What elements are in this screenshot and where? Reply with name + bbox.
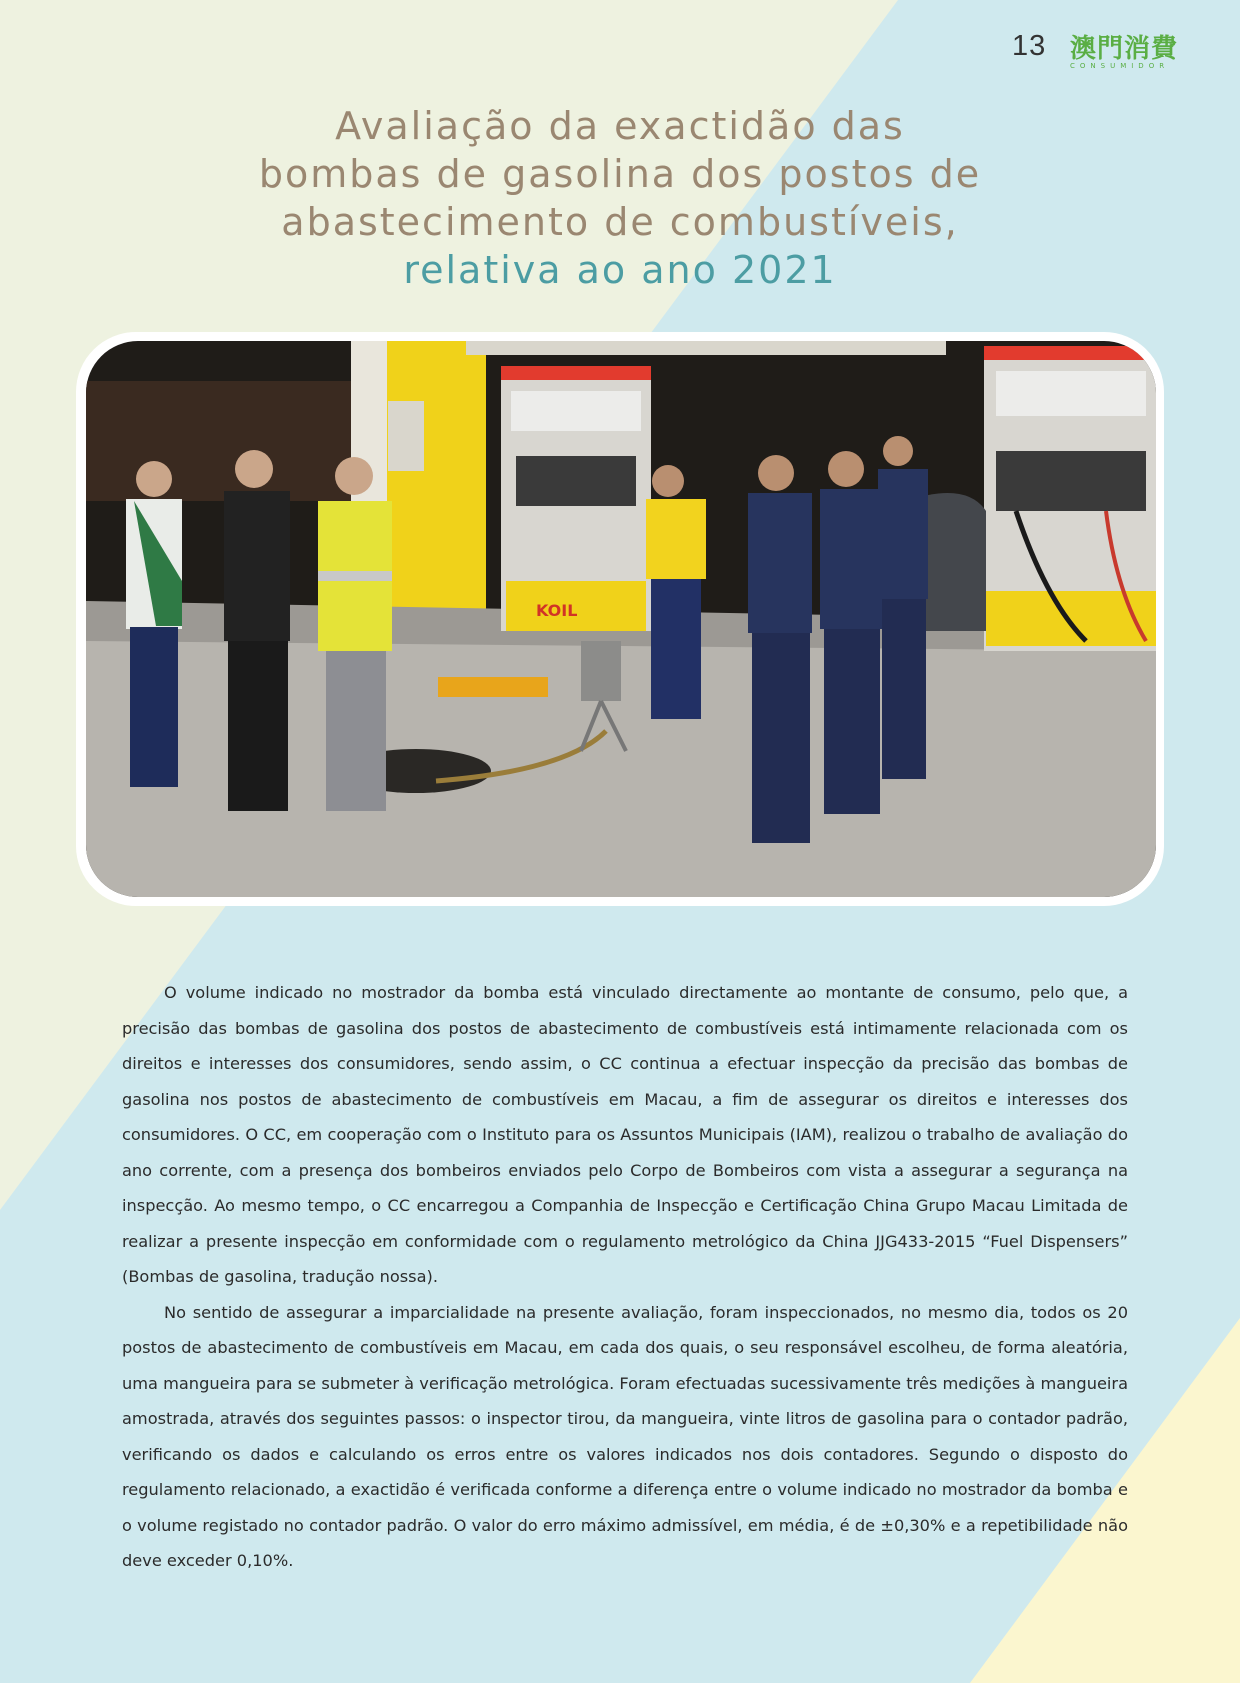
body-paragraph-2: No sentido de assegurar a imparcialidade na presente avaliação, foram inspeccionados, no mesmo dia, todos os 20 postos de abastecimento de combustíveis em Macau, em cada dos quais, o seu responsável escolheu, de forma aleatória, uma mangueira para se submeter à verificação metrológica. Foram efectuadas sucessivamente três medições à mangueira amostrada, através dos seguintes passos: o inspector tirou, da mangueira, vinte litros de gasolina para o contador padrão, verificando os dados e calculando os erros entre os valores indicados nos dois contadores. Segundo o disposto do regulamento relacionado, a exactidão é verificada conforme a diferença entre o volume indicado no mostrador da bomba e o volume registado no contador padrão. O valor do erro máximo admissível, em média, é de ±0,30% e a repetibilidade não deve exceder 0,10%. (122, 1302, 1128, 1570)
gas-station-photo (86, 341, 1156, 897)
pump-brand-text: KOIL (536, 601, 578, 620)
brand-name-chinese: 澳門消費 (1070, 34, 1179, 64)
title-line-3: abastecimento de combustíveis, (281, 200, 959, 244)
brand-subtitle: CONSUMIDOR (1070, 62, 1170, 70)
photo-illustration (86, 341, 1156, 897)
article-body (122, 975, 1128, 1579)
page-number: 13 (1012, 30, 1047, 62)
body-paragraph-1: O volume indicado no mostrador da bomba está vinculado directamente ao montante de consumo, pelo que, a precisão das bombas de gasolina dos postos de abastecimento de combustíveis está intimamente relacionada com os direitos e interesses dos consumidores, sendo assim, o CC continua a efectuar inspecção da precisão das bombas de gasolina nos postos de abastecimento de combustíveis em Macau, a fim de assegurar os direitos e interesses dos consumidores. O CC, em cooperação com o Instituto para os Assuntos Municipais (IAM), realizou o trabalho de avaliação do ano corrente, com a presença dos bombeiros enviados pelo Corpo de Bombeiros com vista a assegurar a segurança na inspecção. Ao mesmo tempo, o CC encarregou a Companhia de Inspecção e Certificação China Grupo Macau Limitada de realizar a presente inspecção em conformidade com o regulamento metrológico da China JJG433-2015 “Fuel Dispensers” (Bombas de gasolina, tradução nossa). (122, 983, 1128, 1286)
title-line-1: Avaliação da exactidão das (335, 104, 905, 148)
title-line-4: relativa ao ano 2021 (403, 248, 837, 292)
title-line-2: bombas de gasolina dos postos de (258, 152, 982, 196)
brand-logo (1070, 34, 1185, 70)
article-title (0, 102, 1240, 294)
